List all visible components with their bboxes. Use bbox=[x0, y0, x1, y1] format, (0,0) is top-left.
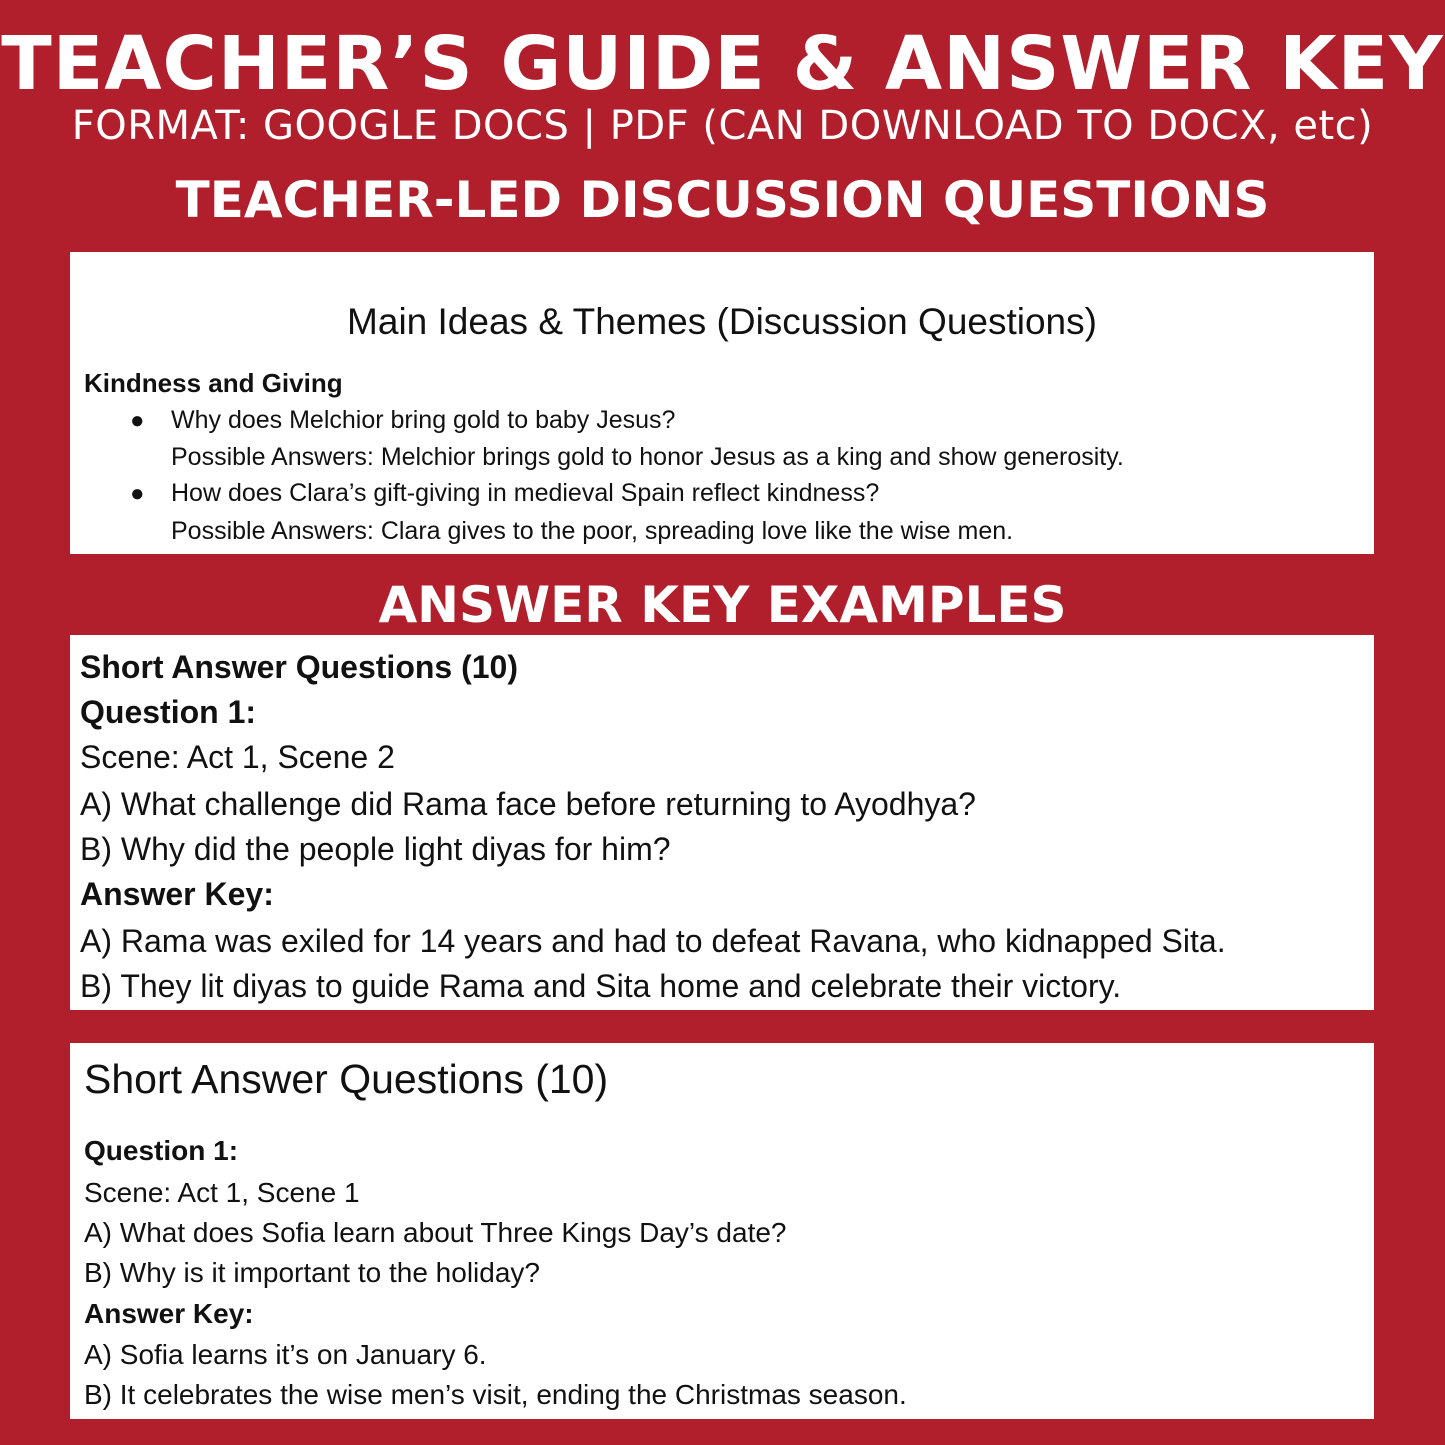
answer-key-example-2 bbox=[70, 1043, 1374, 1419]
scene-line: Scene: Act 1, Scene 1 bbox=[84, 1177, 360, 1208]
discussion-panel-title: Main Ideas & Themes (Discussion Questions) bbox=[347, 301, 1097, 342]
example-title: Short Answer Questions (10) bbox=[80, 649, 518, 685]
discussion-question: How does Clara’s gift-giving in medieval Spain reflect kindness? bbox=[171, 479, 880, 507]
question-b: B) Why is it important to the holiday? bbox=[84, 1257, 540, 1288]
answer-b: B) It celebrates the wise men’s visit, ending the Christmas season. bbox=[84, 1379, 907, 1410]
scene-line: Scene: Act 1, Scene 2 bbox=[80, 739, 395, 775]
discussion-panel bbox=[70, 252, 1374, 554]
question-label: Question 1: bbox=[84, 1135, 239, 1166]
example-title: Short Answer Questions (10) bbox=[84, 1056, 609, 1102]
discussion-question: Why does Melchior bring gold to baby Jesus? bbox=[171, 406, 676, 434]
answer-a: A) Rama was exiled for 14 years and had to defeat Ravana, who kidnapped Sita. bbox=[80, 923, 1226, 959]
question-label: Question 1: bbox=[80, 694, 257, 730]
question-a: A) What does Sofia learn about Three Kings Day’s date? bbox=[84, 1217, 787, 1248]
bullet-icon: ● bbox=[130, 407, 145, 434]
format-subtitle: FORMAT: GOOGLE DOCS | PDF (CAN DOWNLOAD TO DOCX, etc) bbox=[71, 103, 1374, 149]
answer-key-label: Answer Key: bbox=[80, 876, 274, 912]
page-title: TEACHER’S GUIDE & ANSWER KEY bbox=[1, 21, 1444, 107]
answer-key-label: Answer Key: bbox=[84, 1298, 254, 1329]
section-heading: Kindness and Giving bbox=[84, 368, 343, 398]
answer-a: A) Sofia learns it’s on January 6. bbox=[84, 1339, 487, 1370]
question-a: A) What challenge did Rama face before returning to Ayodhya? bbox=[80, 786, 976, 822]
discussion-answer: Possible Answers: Clara gives to the poor, spreading love like the wise men. bbox=[171, 517, 1014, 545]
answer-b: B) They lit diyas to guide Rama and Sita home and celebrate their victory. bbox=[80, 968, 1122, 1004]
answer-key-example-1 bbox=[70, 635, 1374, 1010]
discussion-answer: Possible Answers: Melchior brings gold to honor Jesus as a king and show generosity. bbox=[171, 443, 1124, 471]
answer-key-heading: ANSWER KEY EXAMPLES bbox=[378, 576, 1067, 634]
bullet-icon: ● bbox=[130, 480, 145, 507]
discussion-heading: TEACHER-LED DISCUSSION QUESTIONS bbox=[175, 171, 1270, 229]
question-b: B) Why did the people light diyas for him? bbox=[80, 831, 671, 867]
